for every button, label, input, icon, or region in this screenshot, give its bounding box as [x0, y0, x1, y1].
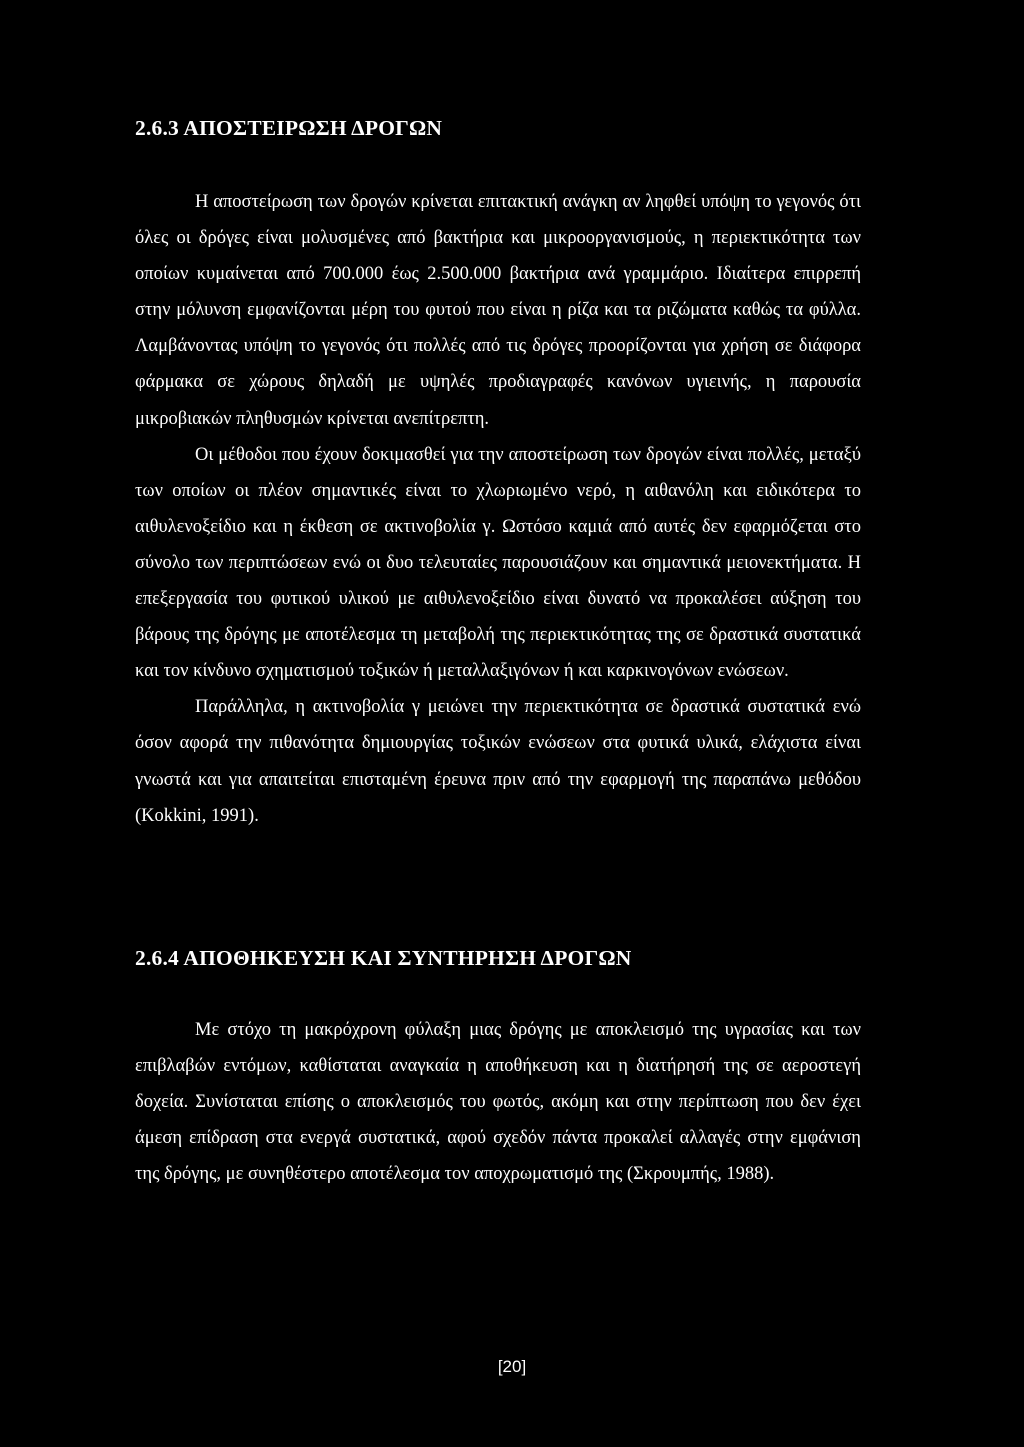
section-body-sterilization — [135, 184, 861, 834]
paragraph: Παράλληλα, η ακτινοβολία γ μειώνει την περιεκτικότητα σε δραστικά συστατικά ενώ όσον αφορά την πιθανότητα δημιουργίας τοξικών ενώσεων στα φυτικά υλικά, ελάχιστα είναι γνωστά και για απαιτείται επισταμένη έρευνα πριν από την εφαρμογή της παραπάνω μεθόδου (Kokkini, 1991). — [135, 697, 861, 826]
paragraph: Με στόχο τη μακρόχρονη φύλαξη μιας δρόγης με αποκλεισμό της υγρασίας και των επιβλαβών εντόμων, καθίσταται αναγκαία η αποθήκευση και η διατήρησή της σε αεροστεγή δοχεία. Συνίσταται επίσης ο αποκλεισμός του φωτός, ακόμη και στην περίπτωση που δεν έχει άμεση επίδραση στα ενεργά συστατικά, αφού σχεδόν πάντα προκαλεί αλλαγές στην εμφάνιση της δρόγης, με συνηθέστερο αποτέλεσμα τον αποχρωματισμό της (Σκρουμπής, 1988). — [135, 1020, 861, 1185]
paragraph: Η αποστείρωση των δρογών κρίνεται επιτακτική ανάγκη αν ληφθεί υπόψη το γεγονός ότι όλες οι δρόγες είναι μολυσμένες από βακτήρια και μικροοργανισμούς, η περιεκτικότητα των οποίων κυμαίνεται από 700.000 έως 2.500.000 βακτήρια ανά γραμμάριο. Ιδιαίτερα επιρρεπή στην μόλυνση εμφανίζονται μέρη του φυτού που είναι η ρίζα και τα ριζώματα καθώς τα φύλλα. Λαμβάνοντας υπόψη το γεγονός ότι πολλές από τις δρόγες προορίζονται για χρήση σε διάφορα φάρμακα σε χώρους δηλαδή με υψηλές προδιαγραφές κανόνων υγιεινής, η παρουσία μικροβιακών πληθυσμών κρίνεται ανεπίτρεπτη. — [135, 192, 861, 429]
section-heading-storage: 2.6.4 ΑΠΟΘΗΚΕΥΣΗ ΚΑΙ ΣΥΝΤΗΡΗΣΗ ΔΡΟΓΩΝ — [135, 946, 632, 970]
section-body-storage — [135, 1012, 861, 1192]
section-heading-sterilization: 2.6.3 ΑΠΟΣΤΕΙΡΩΣΗ ΔΡΟΓΩΝ — [135, 116, 443, 140]
paragraph: Οι μέθοδοι που έχουν δοκιμασθεί για την αποστείρωση των δρογών είναι πολλές, μεταξύ των οποίων οι πλέον σημαντικές είναι το χλωριωμένο νερό, η αιθανόλη και ειδικότερα το αιθυλενοξείδιο και η έκθεση σε ακτινοβολία γ. Ωστόσο καμιά από αυτές δεν εφαρμόζεται στο σύνολο των περιπτώσεων ενώ οι δυο τελευταίες παρουσιάζουν και σημαντικά μειονεκτήματα. Η επεξεργασία του φυτικού υλικού με αιθυλενοξείδιο είναι δυνατό να προκαλέσει αύξηση του βάρους της δρόγης με αποτέλεσμα τη μεταβολή της περιεκτικότητας της σε δραστικά συστατικά και τον κίνδυνο σχηματισμού τοξικών ή μεταλλαξιγόνων ή και καρκινογόνων ενώσεων. — [135, 444, 861, 682]
page-number: [20] — [497, 1357, 527, 1376]
